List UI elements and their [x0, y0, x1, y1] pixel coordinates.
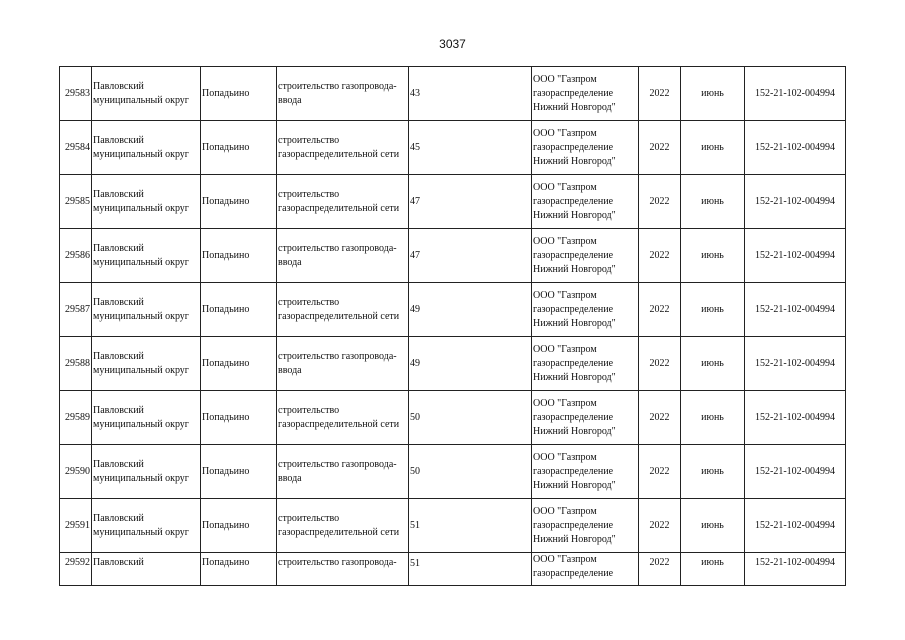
organization-line: газораспределение — [533, 519, 614, 531]
table-row — [60, 175, 846, 229]
municipality-line: Павловский — [93, 512, 144, 524]
work-type-line: ввода — [278, 256, 302, 268]
record-id-cell: 29590 — [60, 445, 92, 499]
organization-cell — [532, 175, 639, 229]
year-cell: 2022 — [639, 229, 681, 283]
month-cell: июнь — [681, 67, 745, 121]
table-row — [60, 391, 846, 445]
work-type-line: строительство газопровода- — [278, 458, 397, 470]
organization-line: ООО "Газпром — [533, 451, 597, 463]
house-number-cell: 47 — [409, 229, 532, 283]
organization-cell — [532, 229, 639, 283]
work-type-cell — [277, 553, 409, 586]
municipality-line: муниципальный округ — [93, 256, 189, 268]
organization-line: ООО "Газпром — [533, 181, 597, 193]
year-cell: 2022 — [639, 391, 681, 445]
municipality-cell — [92, 121, 201, 175]
locality-cell: Попадьино — [201, 499, 277, 553]
municipality-line: Павловский — [93, 188, 144, 200]
locality-cell: Попадьино — [201, 175, 277, 229]
locality-cell: Попадьино — [201, 121, 277, 175]
table-row — [60, 445, 846, 499]
work-type-line: ввода — [278, 472, 302, 484]
municipality-cell — [92, 67, 201, 121]
organization-line: Нижний Новгород" — [533, 209, 616, 221]
month-cell: июнь — [681, 283, 745, 337]
record-id-cell: 29586 — [60, 229, 92, 283]
month-cell: июнь — [681, 337, 745, 391]
work-type-line: газораспределительной сети — [278, 202, 400, 214]
organization-line: газораспределение — [533, 465, 614, 477]
municipality-line: муниципальный округ — [93, 526, 189, 538]
work-type-line: строительство газопровода- — [278, 350, 397, 362]
house-number-cell: 51 — [409, 499, 532, 553]
work-type-line: ввода — [278, 94, 302, 106]
year-cell: 2022 — [639, 553, 681, 586]
work-type-line: газораспределительной сети — [278, 418, 400, 430]
locality-cell: Попадьино — [201, 229, 277, 283]
record-id-cell: 29584 — [60, 121, 92, 175]
municipality-cell — [92, 175, 201, 229]
organization-line: газораспределение — [533, 357, 614, 369]
year-cell: 2022 — [639, 121, 681, 175]
registry-number-cell: 152-21-102-004994 — [745, 229, 846, 283]
house-number-cell: 49 — [409, 283, 532, 337]
table-row — [60, 67, 846, 121]
registry-number-cell: 152-21-102-004994 — [745, 337, 846, 391]
municipality-cell — [92, 499, 201, 553]
year-cell: 2022 — [639, 445, 681, 499]
organization-cell — [532, 67, 639, 121]
work-type-cell — [277, 283, 409, 337]
organization-cell — [532, 445, 639, 499]
municipality-cell — [92, 283, 201, 337]
work-type-cell — [277, 391, 409, 445]
organization-line: Нижний Новгород" — [533, 101, 616, 113]
municipality-line: Павловский — [93, 404, 144, 416]
organization-cell — [532, 499, 639, 553]
organization-cell — [532, 283, 639, 337]
locality-cell: Попадьино — [201, 391, 277, 445]
municipality-line: Павловский — [93, 557, 144, 568]
house-number-cell: 51 — [409, 553, 532, 586]
organization-line: Нижний Новгород" — [533, 479, 616, 491]
work-type-line: строительство — [278, 188, 340, 200]
record-id-cell: 29591 — [60, 499, 92, 553]
organization-line: Нижний Новгород" — [533, 371, 616, 383]
municipality-line: Павловский — [93, 458, 144, 470]
locality-cell: Попадьино — [201, 67, 277, 121]
work-type-line: газораспределительной сети — [278, 148, 400, 160]
work-type-cell — [277, 175, 409, 229]
record-id-cell: 29587 — [60, 283, 92, 337]
organization-cell — [532, 337, 639, 391]
registry-number-cell: 152-21-102-004994 — [745, 445, 846, 499]
work-type-line: строительство — [278, 296, 340, 308]
organization-line: газораспределение — [533, 411, 614, 423]
table-row — [60, 229, 846, 283]
registry-number-cell: 152-21-102-004994 — [745, 67, 846, 121]
organization-line: газораспределение — [533, 303, 614, 315]
organization-line: газораспределение — [533, 568, 614, 579]
table-row — [60, 553, 846, 586]
organization-line: ООО "Газпром — [533, 289, 597, 301]
organization-line: газораспределение — [533, 195, 614, 207]
organization-line: ООО "Газпром — [533, 343, 597, 355]
organization-line: Нижний Новгород" — [533, 155, 616, 167]
organization-line: ООО "Газпром — [533, 554, 597, 565]
work-type-cell — [277, 229, 409, 283]
month-cell: июнь — [681, 445, 745, 499]
municipality-line: Павловский — [93, 296, 144, 308]
organization-line: газораспределение — [533, 87, 614, 99]
house-number-cell: 49 — [409, 337, 532, 391]
work-type-line: строительство — [278, 134, 340, 146]
work-type-cell — [277, 67, 409, 121]
year-cell: 2022 — [639, 283, 681, 337]
municipality-line: муниципальный округ — [93, 94, 189, 106]
municipality-cell — [92, 337, 201, 391]
table-row — [60, 283, 846, 337]
municipality-line: муниципальный округ — [93, 310, 189, 322]
organization-line: ООО "Газпром — [533, 397, 597, 409]
organization-cell — [532, 121, 639, 175]
municipality-line: Павловский — [93, 242, 144, 254]
month-cell: июнь — [681, 499, 745, 553]
municipality-line: муниципальный округ — [93, 472, 189, 484]
work-type-line: газораспределительной сети — [278, 526, 400, 538]
house-number-cell: 50 — [409, 445, 532, 499]
month-cell: июнь — [681, 175, 745, 229]
register-table — [59, 66, 846, 586]
locality-cell: Попадьино — [201, 283, 277, 337]
organization-line: ООО "Газпром — [533, 127, 597, 139]
record-id-cell: 29583 — [60, 67, 92, 121]
organization-line: Нижний Новгород" — [533, 425, 616, 437]
work-type-line: строительство газопровода- — [278, 80, 397, 92]
work-type-line: строительство газопровода- — [278, 557, 397, 568]
locality-cell: Попадьино — [201, 553, 277, 586]
organization-line: газораспределение — [533, 249, 614, 261]
municipality-line: муниципальный округ — [93, 418, 189, 430]
municipality-cell — [92, 553, 201, 586]
month-cell: июнь — [681, 553, 745, 586]
work-type-line: строительство газопровода- — [278, 242, 397, 254]
municipality-line: Павловский — [93, 80, 144, 92]
table-row — [60, 121, 846, 175]
organization-line: Нижний Новгород" — [533, 317, 616, 329]
registry-number-cell: 152-21-102-004994 — [745, 283, 846, 337]
work-type-line: ввода — [278, 364, 302, 376]
registry-number-cell: 152-21-102-004994 — [745, 175, 846, 229]
month-cell: июнь — [681, 391, 745, 445]
municipality-cell — [92, 229, 201, 283]
table-row — [60, 499, 846, 553]
organization-cell — [532, 553, 639, 586]
month-cell: июнь — [681, 121, 745, 175]
organization-line: ООО "Газпром — [533, 73, 597, 85]
house-number-cell: 47 — [409, 175, 532, 229]
registry-number-cell: 152-21-102-004994 — [745, 553, 846, 586]
work-type-cell — [277, 337, 409, 391]
organization-cell — [532, 391, 639, 445]
locality-cell: Попадьино — [201, 337, 277, 391]
work-type-cell — [277, 499, 409, 553]
year-cell: 2022 — [639, 175, 681, 229]
registry-number-cell: 152-21-102-004994 — [745, 499, 846, 553]
municipality-line: муниципальный округ — [93, 148, 189, 160]
house-number-cell: 45 — [409, 121, 532, 175]
year-cell: 2022 — [639, 67, 681, 121]
record-id-cell: 29588 — [60, 337, 92, 391]
record-id-cell: 29585 — [60, 175, 92, 229]
work-type-cell — [277, 445, 409, 499]
registry-number-cell: 152-21-102-004994 — [745, 121, 846, 175]
work-type-cell — [277, 121, 409, 175]
page-number: 3037 — [439, 37, 466, 51]
locality-cell: Попадьино — [201, 445, 277, 499]
year-cell: 2022 — [639, 337, 681, 391]
organization-line: ООО "Газпром — [533, 235, 597, 247]
work-type-line: газораспределительной сети — [278, 310, 400, 322]
house-number-cell: 43 — [409, 67, 532, 121]
house-number-cell: 50 — [409, 391, 532, 445]
municipality-line: Павловский — [93, 134, 144, 146]
work-type-line: строительство — [278, 404, 340, 416]
record-id-cell: 29589 — [60, 391, 92, 445]
organization-line: Нижний Новгород" — [533, 263, 616, 275]
organization-line: газораспределение — [533, 141, 614, 153]
municipality-cell — [92, 445, 201, 499]
organization-line: ООО "Газпром — [533, 505, 597, 517]
work-type-line: строительство — [278, 512, 340, 524]
year-cell: 2022 — [639, 499, 681, 553]
municipality-line: муниципальный округ — [93, 364, 189, 376]
registry-number-cell: 152-21-102-004994 — [745, 391, 846, 445]
record-id-cell: 29592 — [60, 553, 92, 586]
table-row — [60, 337, 846, 391]
month-cell: июнь — [681, 229, 745, 283]
municipality-line: Павловский — [93, 350, 144, 362]
municipality-cell — [92, 391, 201, 445]
municipality-line: муниципальный округ — [93, 202, 189, 214]
organization-line: Нижний Новгород" — [533, 533, 616, 545]
